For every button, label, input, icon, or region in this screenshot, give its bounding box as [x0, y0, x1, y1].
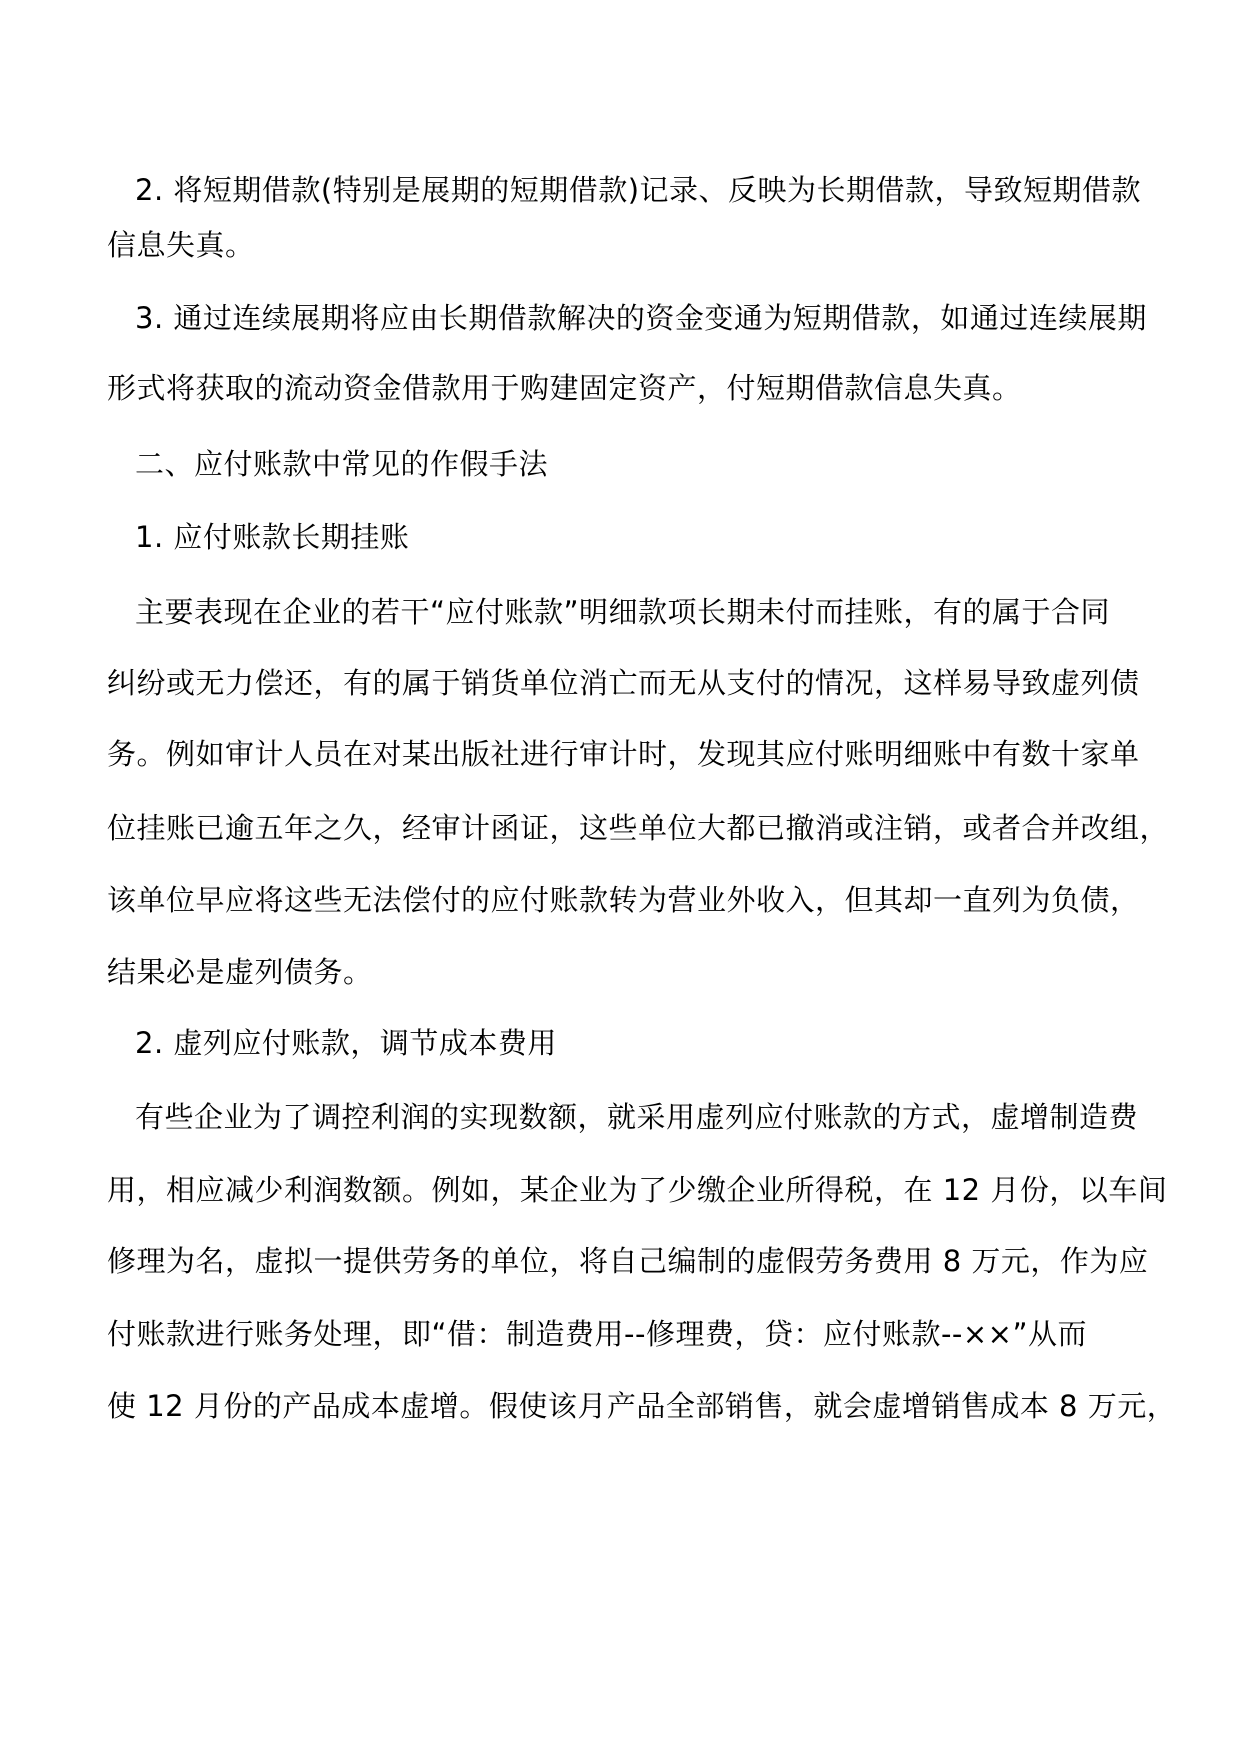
paragraph-line: 主要表现在企业的若干“应付账款”明细款项长期未付而挂账，有的属于合同 — [135, 595, 1111, 629]
paragraph-line: 修理为名，虚拟一提供劳务的单位，将自己编制的虚假劳务费用 8 万元，作为应 — [107, 1244, 1149, 1278]
paragraph-line: 务。例如审计人员在对某出版社进行审计时，发现其应付账明细账中有数十家单 — [107, 737, 1140, 771]
subsection-heading: 1. 应付账款长期挂账 — [135, 520, 410, 554]
paragraph-line: 2. 将短期借款(特别是展期的短期借款)记录、反映为长期借款，导致短期借款 — [135, 173, 1142, 207]
paragraph-line: 付账款进行账务处理，即“借：制造费用--修理费，贷：应付账款--××”从而 — [107, 1317, 1088, 1351]
paragraph-line: 位挂账已逾五年之久，经审计函证，这些单位大都已撤消或注销，或者合并改组， — [107, 811, 1170, 845]
paragraph-line: 有些企业为了调控利润的实现数额，就采用虚列应付账款的方式，虚增制造费 — [135, 1100, 1139, 1134]
subsection-heading: 2. 虚列应付账款，调节成本费用 — [135, 1026, 557, 1060]
paragraph-line: 纠纷或无力偿还，有的属于销货单位消亡而无从支付的情况，这样易导致虚列债 — [107, 666, 1140, 700]
paragraph-line: 使 12 月份的产品成本虚增。假使该月产品全部销售，就会虚增销售成本 8 万元， — [107, 1389, 1177, 1423]
paragraph-line: 用，相应减少利润数额。例如，某企业为了少缴企业所得税，在 12 月份，以车间 — [107, 1173, 1168, 1207]
paragraph-line: 信息失真。 — [107, 228, 255, 262]
paragraph-line: 结果必是虚列债务。 — [107, 955, 373, 989]
paragraph-line: 形式将获取的流动资金借款用于购建固定资产，付短期借款信息失真。 — [107, 371, 1022, 405]
paragraph-line: 该单位早应将这些无法偿付的应付账款转为营业外收入，但其却一直列为负债， — [107, 883, 1140, 917]
paragraph-line: 3. 通过连续展期将应由长期借款解决的资金变通为短期借款，如通过连续展期 — [135, 301, 1147, 335]
section-heading: 二、应付账款中常见的作假手法 — [135, 447, 549, 481]
